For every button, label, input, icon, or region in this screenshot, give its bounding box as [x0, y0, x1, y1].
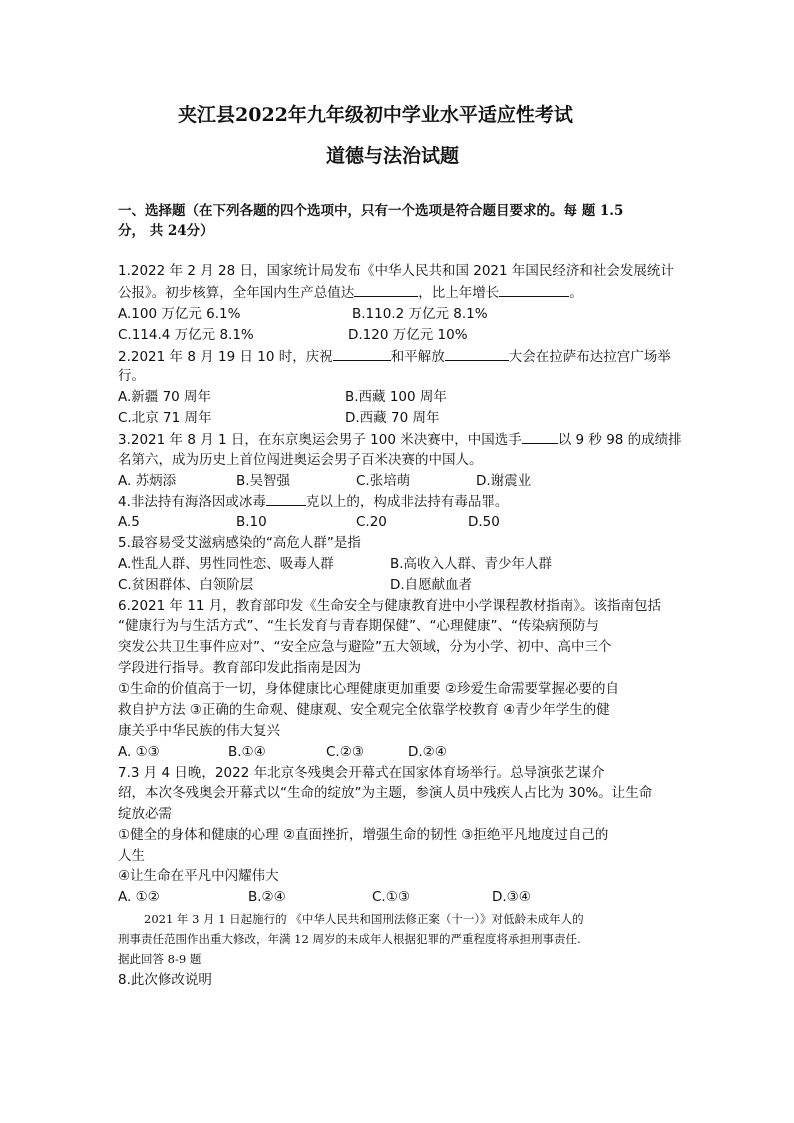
q4-option-c: C.20 — [356, 514, 387, 530]
q3-option-a: A. 苏炳添 — [118, 473, 177, 489]
q6-option-d: D.②④ — [408, 744, 447, 760]
passage-line-2: 刑事责任范围作出重大修改，年满 12 周岁的未成年人根据犯罪的严重程度将承担刑事责任. — [118, 932, 581, 946]
page-title: 夹江县2022年九年级初中学业水平适应性考试 — [178, 104, 573, 126]
q2-blank-2 — [445, 347, 509, 361]
q3-blank — [522, 430, 558, 444]
q2-option-a: A.新疆 70 周年 — [118, 389, 212, 405]
q7-option-a: A. ①② — [118, 889, 160, 905]
q3-option-b: B.吴智强 — [236, 473, 291, 489]
q2-option-c: C.北京 71 周年 — [118, 410, 212, 426]
q1-blank-1 — [354, 283, 418, 297]
q1-stem-text-b: ，比上年增长 — [418, 285, 500, 301]
q1-stem-text-c: 。 — [569, 285, 583, 301]
q6-option-a: A. ①③ — [118, 744, 160, 760]
section-heading-cont: 分， 共 24分） — [118, 223, 214, 239]
q6-line-4: 学段进行指导。教育部印发此指南是因为 — [118, 660, 361, 676]
q2-stem-line1 — [118, 347, 671, 366]
passage-line-1: 2021 年 3 月 1 日起施行的 《中华人民共和国刑法修正案（十一）》对低龄未成年人的 — [144, 912, 584, 926]
q2-stem-text-c: 大会在拉萨布达拉宫广场举 — [508, 349, 671, 365]
q6-line-5: ①生命的价值高于一切，身体健康比心理健康更加重要 ②珍爱生命需要掌握必要的自 — [118, 681, 619, 697]
q8-stem: 8.此次修改说明 — [118, 972, 212, 988]
q7-option-b: B.②④ — [248, 889, 286, 905]
q6-line-6: 救自护方法 ③正确的生命观、健康观、安全观完全依靠学校教育 ④青少年学生的健 — [118, 702, 610, 718]
q3-stem-line1 — [118, 430, 682, 449]
q2-option-b: B.西藏 100 周年 — [345, 389, 447, 405]
q5-option-b: B.高收入人群、青少年人群 — [390, 556, 553, 572]
q7-line-5: 人生 — [118, 848, 145, 864]
q7-line-2: 绍，本次冬残奥会开幕式以“生命的绽放”为主题，参演人员中残疾人占比为 30%。让生命 — [118, 785, 653, 801]
q4-blank — [266, 492, 306, 506]
q5-option-c: C.贫困群体、白领阶层 — [118, 577, 254, 593]
q7-line-6: ④让生命在平凡中闪耀伟大 — [118, 868, 279, 884]
q4-stem-text-a: 4.非法持有海洛因或冰毒 — [118, 494, 266, 510]
q1-option-a: A.100 万亿元 6.1% — [118, 306, 241, 322]
q7-line-4: ①健全的身体和健康的心理 ②直面挫折，增强生命的韧性 ③拒绝平凡地度过自己的 — [118, 827, 609, 843]
q6-line-2: “健康行为与生活方式”、“生长发育与青春期保健”、“心理健康”、“传染病预防与 — [118, 618, 599, 634]
q5-option-a: A.性乱人群、男性同性恋、吸毒人群 — [118, 556, 334, 572]
q7-line-1: 7.3 月 4 日晚，2022 年北京冬残奥会开幕式在国家体育场举行。总导演张艺谋介 — [118, 765, 605, 781]
q7-option-d: D.③④ — [492, 889, 531, 905]
q1-option-d: D.120 万亿元 10% — [348, 327, 468, 343]
q7-option-c: C.①③ — [372, 889, 410, 905]
q1-stem-line1: 1.2022 年 2 月 28 日，国家统计局发布《中华人民共和国 2021 年国民经济和社会发展统计 — [118, 263, 674, 279]
q3-stem-line2: 名第六，成为历史上首位闯进奥运会男子百米决赛的中国人。 — [118, 452, 483, 468]
q2-stem-text-b: 和平解放 — [390, 349, 445, 365]
q2-blank-1 — [333, 347, 391, 361]
q1-stem-text-a: 公报》。初步核算，全年国内生产总值达 — [118, 285, 355, 301]
q3-option-d: D.谢震业 — [476, 473, 532, 489]
q4-option-d: D.50 — [468, 514, 500, 530]
q6-option-b: B.①④ — [228, 744, 266, 760]
q1-stem-line2 — [118, 283, 583, 302]
q7-line-3: 绽放必需 — [118, 806, 172, 822]
q2-option-d: D.西藏 70 周年 — [345, 410, 440, 426]
section-heading: 一、选择题（在下列各题的四个选项中，只有一个选项是符合题目要求的。每 题 1.5 — [118, 203, 624, 219]
q1-option-c: C.114.4 万亿元 8.1% — [118, 327, 254, 343]
q6-line-3: 突发公共卫生事件应对”、“安全应急与避险”五大领域，分为小学、初中、高中三个 — [118, 639, 612, 655]
q4-option-b: B.10 — [236, 514, 267, 530]
q4-stem-text-b: 克以上的，构成非法持有毒品罪。 — [305, 494, 509, 510]
q4-option-a: A.5 — [118, 514, 140, 530]
q6-option-c: C.②③ — [326, 744, 364, 760]
q5-option-d: D.自愿献血者 — [390, 577, 473, 593]
q3-option-c: C.张培萌 — [356, 473, 411, 489]
q1-option-b: B.110.2 万亿元 8.1% — [352, 306, 488, 322]
page-subtitle: 道德与法治试题 — [326, 145, 460, 167]
q3-stem-text-b: 以 9 秒 98 的成绩排 — [557, 432, 682, 448]
q5-stem: 5.最容易受艾滋病感染的“高危人群”是指 — [118, 535, 361, 551]
q6-line-7: 康关乎中华民族的伟大复兴 — [118, 723, 280, 739]
q3-stem-text-a: 3.2021 年 8 月 1 日，在东京奥运会男子 100 米决赛中，中国选手 — [118, 432, 522, 448]
q6-line-1: 6.2021 年 11 月，教育部印发《生命安全与健康教育进中小学课程教材指南》。该指南包括 — [118, 598, 662, 614]
q1-blank-2 — [499, 283, 569, 297]
q2-stem-text-a: 2.2021 年 8 月 19 日 10 时，庆祝 — [118, 349, 333, 365]
passage-line-3: 据此回答 8-9 题 — [118, 952, 202, 966]
q2-stem-line2: 行。 — [118, 368, 145, 384]
q4-stem — [118, 492, 508, 511]
